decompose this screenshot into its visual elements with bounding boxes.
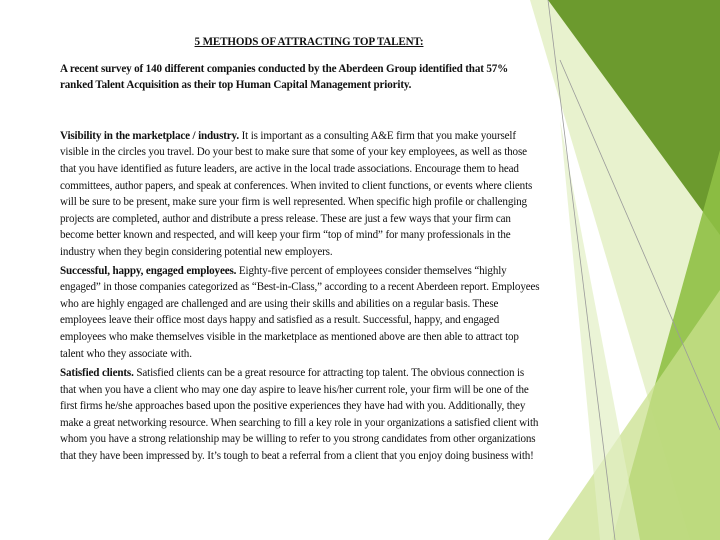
section-satisfied-clients (60, 365, 542, 465)
section-body-satisfied-clients: Satisfied clients can be a great resource for attracting top talent. The obvious connection is that when you have a client who may one day aspire to leave his/her current role, your firm will be one of the first firms he/she approaches based upon the positive experiences they have had with you. Additionally, they make a great networking resource. When searching to fill a key role in your organizations a satisfied client with whom you have a strong relationship may be willing to refer to you strong candidates from other organizations that they have been impressed by. It’s tough to beat a referral from a client that you enjoy doing business with! (60, 367, 539, 463)
section-engaged-employees (60, 263, 542, 363)
section-body-visibility: It is important as a consulting A&E firm that you make yourself visible in the circles you travel. Do your best to make sure that some of your key employees, as well as those that you have identified as future leaders, are active in the local trade associations. Encourage them to head committees, author papers, and speak at conferences. When invited to client functions, or events where clients will be sure to be present, make sure your firm is well represented. When specific high profile or challenging projects are completed, author and distribute a press release. These are just a few ways that your firm can become better known and respected, and will keep your firm “top of mind” for many professionals in the industry when they begin considering potential new employers. (60, 129, 533, 258)
section-lead-engaged-employees: Successful, happy, engaged employees. (60, 264, 237, 277)
document-title: 5 METHODS OF ATTRACTING TOP TALENT: (194, 36, 424, 48)
section-lead-visibility: Visibility in the marketplace / industry. (60, 129, 239, 142)
section-visibility (60, 128, 542, 261)
section-lead-satisfied-clients: Satisfied clients. (60, 367, 134, 380)
document-body (60, 34, 542, 465)
section-body-engaged-employees: Eighty-five percent of employees consider themselves “highly engaged” in those companies categorized as “Best-in-Class,” according to a recent Aberdeen report. Employees who are highly engaged are challenged and are using their skills and abilities on a regular basis. These employees leave their office most days happy and satisfied as a result. Successful, happy, and engaged employees who make themselves visible in the marketplace as mentioned above are then able to attract top talent who they associate with. (60, 264, 540, 360)
intro-paragraph: A recent survey of 140 different companies conducted by the Aberdeen Group identified that 57% ranked Talent Acquisition as their top Human Capital Management priority. (60, 62, 509, 92)
